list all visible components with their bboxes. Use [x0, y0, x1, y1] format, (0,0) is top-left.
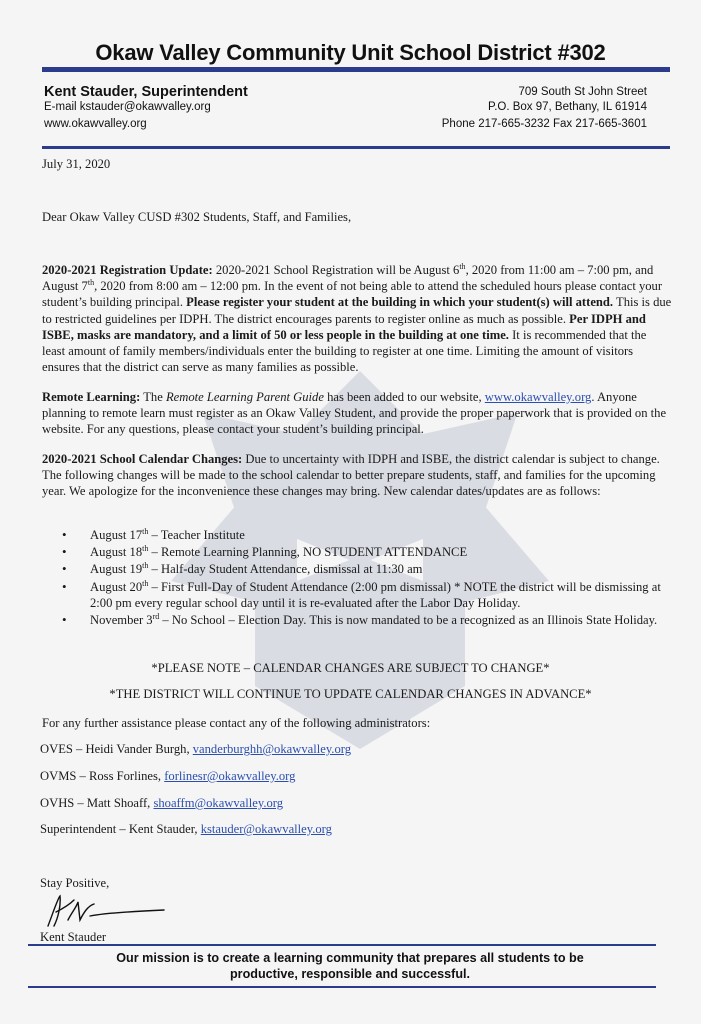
email-link[interactable]: shoaffm@okawvalley.org	[153, 796, 284, 810]
mission-line-1: Our mission is to create a learning community that prepares all students to be	[116, 951, 584, 965]
contact-label: OVES – Heidi Vander Burgh,	[40, 742, 193, 756]
reg-text-3: , 2020 from 8:00 am – 12:00 pm. In the event of not being able to attend the scheduled hours please contact your student’s building principal.	[42, 279, 663, 310]
email-link[interactable]: vanderburghh@okawvalley.org	[192, 742, 352, 756]
remote-text-2: has been added to our website,	[323, 390, 485, 404]
district-title: Okaw Valley Community Unit School District #302	[95, 40, 606, 65]
remote-text-1: The	[140, 390, 166, 404]
calendar-heading: 2020-2021 School Calendar Changes:	[42, 452, 243, 466]
calendar-notice-2: *THE DISTRICT WILL CONTINUE TO UPDATE CALENDAR CHANGES IN ADVANCE*	[109, 687, 592, 701]
email-link[interactable]: forlinesr@okawvalley.org	[164, 769, 296, 783]
reg-text-4: This is due to restricted guidelines per IDPH. The district encourages parents to register online as much as possible.	[42, 295, 672, 326]
list-item	[42, 544, 672, 560]
remote-learning-paragraph	[42, 389, 672, 438]
mission-line-2: productive, responsible and successful.	[229, 967, 471, 981]
item-sup: th	[142, 526, 149, 536]
header-rule-bottom	[42, 146, 670, 149]
remote-heading: Remote Learning:	[42, 390, 141, 404]
signer-name: Kent Stauder	[40, 930, 107, 944]
item-text: – Half-day Student Attendance, dismissal at 11:30 am	[148, 562, 423, 577]
calendar-paragraph	[42, 451, 672, 500]
contact-ovms	[40, 769, 295, 784]
reg-text-1: 2020-2021 School Registration will be August 6	[212, 263, 460, 277]
item-text: – No School – Election Day. This is now mandated to be a recognized as an Illinois State Holiday.	[159, 613, 658, 628]
list-item	[42, 561, 672, 577]
item-sup: th	[142, 544, 149, 554]
contact-label: OVHS – Matt Shoaff,	[40, 796, 154, 810]
item-date: August 17	[90, 528, 143, 542]
contact-label: OVMS – Ross Forlines,	[40, 769, 165, 783]
contact-ovhs	[40, 796, 283, 811]
item-sup: th	[142, 561, 149, 571]
closing: Stay Positive,	[40, 876, 110, 890]
contact-label: Superintendent – Kent Stauder,	[40, 822, 201, 836]
registration-paragraph	[42, 262, 672, 375]
contact-oves	[40, 742, 351, 757]
header-rule-top	[42, 67, 670, 72]
reg-bold-2: Per IDPH and ISBE, masks are mandatory, and a limit of 50 or less people in the building at one time.	[42, 311, 646, 342]
list-item	[42, 612, 672, 628]
superintendent-name: Kent Stauder, Superintendent	[44, 84, 248, 100]
reg-text-2: , 2020 from 11:00 am – 7:00 pm, and August 7	[42, 263, 654, 294]
contacts-intro: For any further assistance please contact any of the following administrators:	[42, 716, 431, 730]
item-text: – Remote Learning Planning, NO STUDENT ATTENDANCE	[148, 545, 468, 560]
item-sup: rd	[152, 611, 160, 621]
list-item	[42, 527, 672, 543]
item-text: – First Full-Day of Student Attendance (2:00 pm dismissal) * NOTE the district will be dismissing at 2:00 pm every regular school day until it is re-evaluated after the Labor Day Holiday.	[90, 579, 661, 610]
reg-text-5: It is recommended that the least amount of family members/individuals enter the building to register at one time. Limiting the amount of visitors ensures that the district can serve as many families as possible.	[42, 327, 647, 375]
reg-sup-2: th	[87, 278, 95, 288]
remote-text-3: . Anyone planning to remote learn must register as an Okaw Valley Student, and provide the proper paperwork that is provided on the website. For any questions, please contact your student’s building principal.	[42, 390, 667, 437]
item-sup: th	[142, 578, 149, 588]
signature-icon	[40, 890, 170, 930]
footer-rule-bottom	[28, 986, 656, 988]
footer-rule-top	[28, 944, 656, 946]
website-link[interactable]: www.okawvalley.org	[484, 390, 592, 404]
item-date: November 3	[90, 613, 153, 628]
email-link[interactable]: kstauder@okawvalley.org	[200, 822, 332, 836]
contact-superintendent	[40, 822, 332, 837]
item-date: August 19	[90, 562, 143, 577]
header-po-box: P.O. Box 97, Bethany, IL 61914	[488, 101, 647, 113]
mission-statement	[60, 950, 640, 982]
reg-bold-1: Please register your student at the building in which your student(s) will attend.	[186, 295, 614, 310]
letter-date: July 31, 2020	[42, 157, 111, 171]
reg-sup-1: th	[459, 261, 466, 271]
header-street: 709 South St John Street	[518, 86, 647, 98]
remote-guide-title: Remote Learning Parent Guide	[165, 390, 324, 404]
item-text: – Teacher Institute	[148, 528, 245, 542]
header-phone-fax: Phone 217-665-3232 Fax 217-665-3601	[441, 118, 647, 130]
item-date: August 20	[90, 579, 143, 594]
list-item	[42, 579, 672, 611]
salutation: Dear Okaw Valley CUSD #302 Students, Staff, and Families,	[42, 210, 352, 224]
registration-heading: 2020-2021 Registration Update:	[42, 263, 213, 277]
header-website: www.okawvalley.org	[44, 118, 147, 130]
item-date: August 18	[90, 545, 143, 560]
header-email: E-mail kstauder@okawvalley.org	[44, 101, 211, 113]
calendar-notice-1: *PLEASE NOTE – CALENDAR CHANGES ARE SUBJECT TO CHANGE*	[151, 661, 550, 675]
calendar-text: Due to uncertainty with IDPH and ISBE, the district calendar is subject to change. The following changes will be made to the school calendar to better prepare students, staff, and families for the upcoming year. We apologize for the inconvenience these changes may bring. New calendar dates/updates are as follows:	[42, 452, 660, 499]
calendar-list	[42, 527, 672, 629]
